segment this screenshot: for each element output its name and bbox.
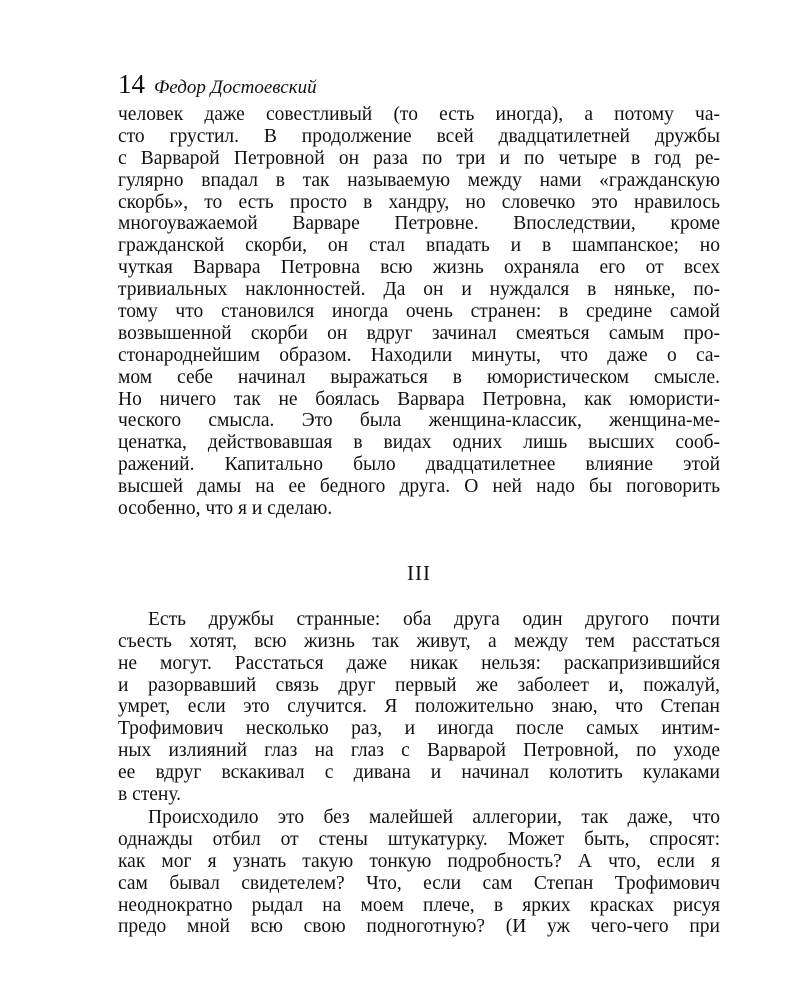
text-line: Но ничего так не боялась Варвара Петровна, как юмористи-: [118, 388, 720, 410]
text-line: чуткая Варвара Петровна всю жизнь охраняла его от всех: [118, 257, 720, 279]
text-line: скорбь», то есть просто в хандру, но словечко это нравилось: [118, 191, 720, 213]
text-line: ческого смысла. Это была женщина-классик, женщина-ме-: [118, 410, 720, 432]
text-line: человек даже совестливый (то есть иногда), а потому ча-: [118, 104, 720, 125]
text-line: стонароднейшим образом. Находили минуты, что даже о са-: [118, 344, 720, 366]
text-line: неоднократно рыдал на моем плече, в ярких красках рисуя: [118, 894, 720, 916]
text-line: ражений. Капитально было двадцатилетнее влияние этой: [118, 454, 720, 476]
text-line: гражданской скорби, он стал впадать и в шампанское; но: [118, 235, 720, 257]
text-line: однажды отбил от стены штукатурку. Может быть, спросят:: [118, 828, 720, 850]
text-line: Трофимович несколько раз, и иногда после самых интим-: [118, 718, 720, 740]
text-line: сто грустил. В продолжение всей двадцатилетней дружбы: [118, 125, 720, 147]
paragraph-continued: [118, 104, 720, 520]
text-line: Есть дружбы странные: оба друга один другого почти: [148, 608, 720, 630]
running-title: Федор Достоевский: [154, 77, 317, 98]
text-line: гулярно впадал в так называемую между нами «гражданскую: [118, 169, 720, 191]
text-line: с Варварой Петровной он раза по три и по четыре в год ре-: [118, 147, 720, 169]
text-line: мом себе начинал выражаться в юмористическом смысле.: [118, 366, 720, 388]
chapter-heading: III: [407, 560, 431, 585]
text-line: Происходило это без малейшей аллегории, так даже, что: [148, 806, 720, 828]
text-line: ее вдруг вскакивал с дивана и начинал колотить кулаками: [118, 762, 720, 784]
text-line: съесть хотят, всю жизнь так живут, а между тем расстаться: [118, 630, 720, 652]
text-line: сам бывал свидетелем? Что, если сам Степан Трофимович: [118, 872, 720, 894]
paragraph: [118, 609, 720, 806]
text-line: тому что становился иногда очень странен: в средине самой: [118, 301, 720, 323]
text-line: и разорвавший связь друг первый же заболеет и, пожалуй,: [118, 674, 720, 696]
text-line: умрет, если это случится. Я положительно знаю, что Степан: [118, 696, 720, 718]
page-number: 14: [118, 69, 145, 99]
text-line: возвышенной скорби он вдруг зачинал смеяться самым про-: [118, 322, 720, 344]
text-line: как мог я узнать такую тонкую подробность? А что, если я: [118, 850, 720, 872]
text-line: в стену.: [118, 784, 182, 806]
text-line: ценатка, действовавшая в видах одних лишь высших сооб-: [118, 432, 720, 454]
page-header: [118, 66, 720, 102]
paragraph: [118, 807, 720, 938]
text-line: высшей дамы на ее бедного друга. О ней надо бы поговорить: [118, 476, 720, 498]
book-page: [118, 66, 720, 938]
text-line: предо мной всю свою подноготную? (И уж чего-чего при: [118, 916, 720, 938]
text-line: не могут. Расстаться даже никак нельзя: раскапризившийся: [118, 652, 720, 674]
text-line: особенно, что я и сделаю.: [118, 498, 333, 520]
text-line: многоуважаемой Варваре Петровне. Впоследствии, кроме: [118, 213, 720, 235]
text-line: ных излияний глаз на глаз с Варварой Петровной, по уходе: [118, 740, 720, 762]
text-line: тривиальных наклонностей. Да он и нуждался в няньке, по-: [118, 279, 720, 301]
